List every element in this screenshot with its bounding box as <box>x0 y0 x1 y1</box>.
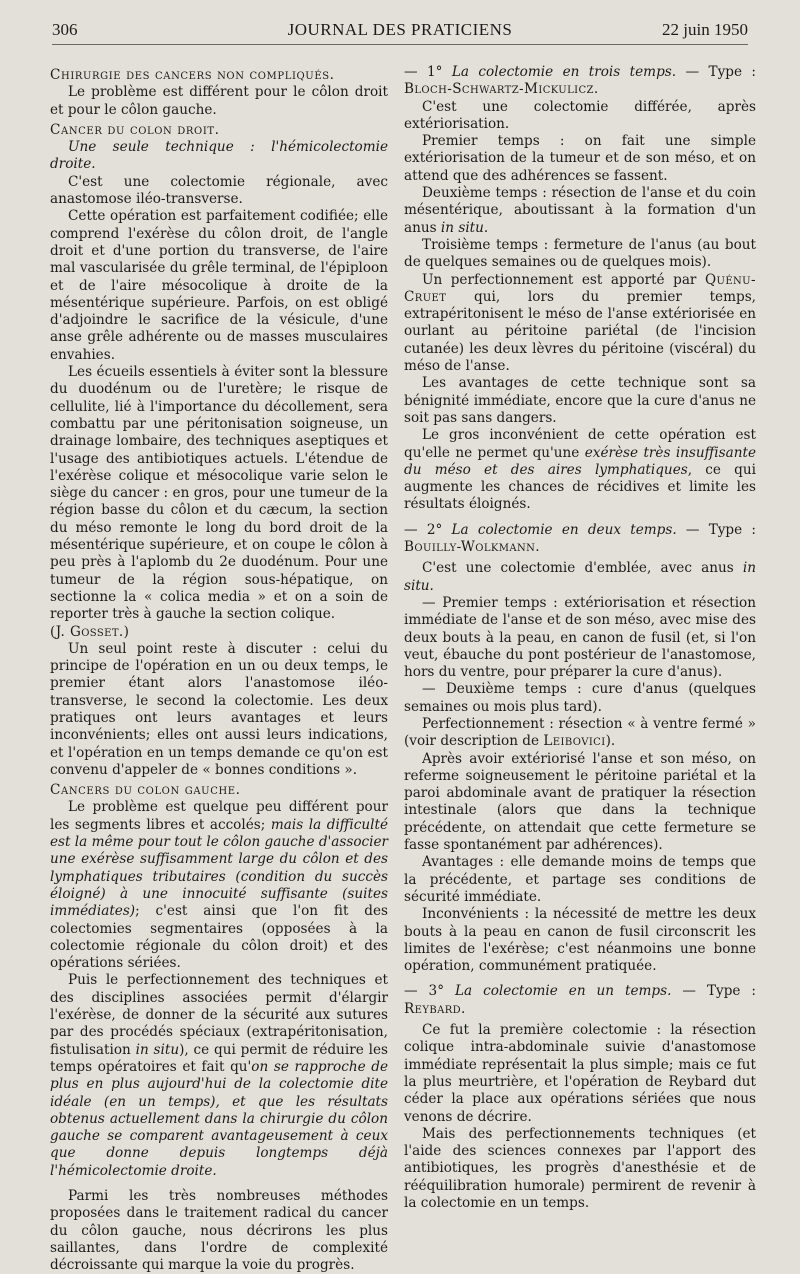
paragraph-text: ), ce qui permit de réduire les temps opératoires et fait qu' <box>50 1041 389 1075</box>
heading-type: — Type : <box>676 521 756 538</box>
paragraph: Cette opération est parfaitement codifiée; elle comprend l'exérèse du côlon droit, de l'angle droit et d'une portion du transverse, de l'aire mal vascularisée du grêle terminal, de l'épiploon et de l'aire mésocolique à droite de la mésentérique supérieure. Parfois, on est obligé d'adjoindre le sacrifice de la vésicule, d'une anse grêle adhérente ou de masses musculaires envahies. <box>50 208 388 363</box>
left-column <box>50 64 388 1274</box>
paragraph <box>404 272 756 376</box>
paragraph-text: Le gros inconvénient de cette opération est qu'elle ne permet qu'une <box>404 427 756 461</box>
paragraph-text: ). <box>605 733 616 750</box>
paragraph <box>404 560 756 595</box>
italic-text: on se rapproche de plus en plus aujourd'hui de la colectomie dite idéale (en un temps), et que les résultats obtenus actuellement dans la chirurgie du côlon gauche se comparent avantageusement à ceux que donne depuis longtemps déjà l'hémicolectomie droite. <box>50 1058 388 1179</box>
paragraph: Premier temps : on fait une simple extériorisation de la tumeur et de son méso, et on attend que des adhérences se fassent. <box>404 133 756 184</box>
italic-text: in situ. <box>404 560 756 594</box>
paragraph: C'est une colectomie différée, après extériorisation. <box>404 98 756 132</box>
paragraph-text: ; c'est ainsi que l'on fit des colectomies segmentaires (opposées à la colectomie régionale du côlon droit) et des opérations sériées. <box>50 903 388 972</box>
italic-text: Une seule technique : l'hémicolectomie droite. <box>50 139 388 173</box>
journal-title: JOURNAL DES PRATICIENS <box>287 20 513 39</box>
paragraph-text: Puis le perfectionnement des techniques et des disciplines associées permit d'élargir l'exérèse, de donner de la sécurité aux sutures par des procédés spéciaux (extrapéritonisation, fistulisation <box>50 972 388 1058</box>
heading-author: Bouilly-Wolkmann. <box>404 539 541 556</box>
heading-number: — 2° <box>404 521 452 538</box>
paragraph: Troisième temps : fermeture de l'anus (au bout de quelques semaines ou de quelques mois). <box>404 236 756 271</box>
paragraph <box>404 427 756 513</box>
heading-author: Bloch-Schwartz-Mickulicz. <box>404 81 599 98</box>
paragraph <box>50 799 388 972</box>
paragraph-text: Deuxième temps : résection de l'anse et du coin mésentérique, aboutissant à la formation d'un anus <box>404 185 756 236</box>
page-number: 306 <box>52 20 78 39</box>
italic-text: in situ <box>135 1041 180 1058</box>
section-heading: Cancers du colon gauche. <box>50 782 241 799</box>
paragraph: Avantages : elle demande moins de temps que la précédente, et partage ses conditions de sécurité immédiate. <box>404 854 756 905</box>
italic-text: exérèse très insuffisante du méso et des aires lymphatiques <box>404 444 756 478</box>
issue-date: 22 juin 1950 <box>662 20 748 39</box>
subsection-heading <box>404 522 756 557</box>
author-name: Leibovici <box>543 733 606 750</box>
paragraph <box>50 139 388 174</box>
paragraph: Le problème est différent pour le côlon droit et pour le côlon gauche. <box>50 84 388 118</box>
right-column <box>404 64 756 1212</box>
paragraph <box>404 185 756 237</box>
section-heading: Cancer du colon droit. <box>50 121 220 138</box>
paragraph-text: Un perfectionnement est apporté par <box>422 271 705 288</box>
subsection-heading <box>404 64 756 99</box>
heading-author: Reybard. <box>404 1000 466 1017</box>
heading-title: La colectomie en un temps. <box>454 983 672 1000</box>
heading-number: — 3° <box>404 983 455 1000</box>
heading-type: — Type : <box>671 983 757 1000</box>
paragraph-text: C'est une colectomie d'emblée, avec anus <box>422 560 743 577</box>
paragraph: Après avoir extériorisé l'anse et son méso, on referme soigneusement le péritoine pariétal et la paroi abdominale avant de pratiquer la résection intestinale (alors que dans la technique précédente, on attendait que cette fermeture se fasse spontanément par adhérences). <box>404 750 756 854</box>
paragraph: Ce fut la première colectomie : la résection colique intra-abdominale suivie d'anastomose immédiate représentait la plus simple; mais ce fut la plus meurtrière, et l'opération de Reybard dut céder la place aux opérations sériées que nous venons de décrire. <box>404 1022 756 1125</box>
author-name: Quénu-Cruet <box>404 271 756 305</box>
paragraph: C'est une colectomie régionale, avec anastomose iléo-transverse. <box>50 173 388 208</box>
subsection-heading <box>404 983 756 1018</box>
heading-title: La colectomie en deux temps. <box>451 521 677 538</box>
header-rule <box>52 44 748 45</box>
paragraph-text: , ce qui augmente les chances de récidives et limite les résultats éloignés. <box>404 461 756 513</box>
paragraph <box>50 972 388 1180</box>
paragraph: — Deuxième temps : cure d'anus (quelques semaines ou mois plus tard). <box>404 681 756 715</box>
paragraph: Parmi les très nombreuses méthodes proposées dans le traitement radical du cancer du côlon gauche, nous décrirons les plus saillantes, dans l'ordre de complexité décroissante qui marque la voie du progrès. <box>50 1188 388 1274</box>
heading-number: — 1° <box>404 64 452 80</box>
section-heading: Chirurgie des cancers non compliqués. <box>50 67 335 83</box>
paragraph-text: Les écueils essentiels à éviter sont la blessure du duodénum ou de l'uretère; le risque de cellulite, lié à l'importance du décollement, sera combattu par une péritonisation soigneuse, un drainage lombaire, des techniques aseptiques et l'usage des antibiotiques actuels. L'étendue de l'exérèse colique et mésocolique varie selon le siège du cancer : en gros, pour une tumeur de la région basse du côlon et du cæcum, la section du méso remonte le long du bord droit de la mésentérique supérieure, et on coupe le côlon à peu près à l'aplomb du 2e duodénum. Pour une tumeur de la région sous-hépatique, on sectionne la « colica media » et on a soin de reporter très à gauche la section colique. <box>50 364 388 623</box>
paragraph: Mais des perfectionnements techniques (et l'aide des sciences connexes par l'apport des antibiotiques, les progrès d'anesthésie et de rééquilibration humorale) permirent de revenir à la colectomie en un temps. <box>404 1125 756 1211</box>
italic-text: mais la difficulté est la même pour tout le côlon gauche d'associer une exérèse suffisamment large du côlon et des lymphatiques tributaires (condition du succès éloigné) à une innocuité suffisante (suites immédiates) <box>50 816 389 920</box>
heading-title: La colectomie en trois temps. <box>451 64 677 80</box>
heading-type: — Type : <box>676 64 756 80</box>
running-header <box>52 20 748 44</box>
paragraph: — Premier temps : extériorisation et résection immédiate de l'anse et de son méso, avec mise des deux bouts à la peau, en canon de fusil (et, si l'on veut, ébauche du pont postérieur de l'anastomose, hors du ventre, pour préparer la cure d'anus). <box>404 594 756 681</box>
paragraph-text: qui, lors du premier temps, extrapéritonisent le méso de l'anse extériorisée en ourlant au péritoine pariétal (de l'incision cutanée) les deux lèvres du péritoine (viscéral) du méso de l'anse. <box>404 288 756 375</box>
paragraph-text: Perfectionnement : résection « à ventre fermé » (voir description de <box>404 715 756 750</box>
paragraph <box>404 716 756 751</box>
author-reference: (J. Gosset.) <box>50 623 130 640</box>
paragraph: Un seul point reste à discuter : celui du principe de l'opération en un ou deux temps, le premier étant alors l'anastomose iléo-transverse, le second la colectomie. Les deux pratiques ont leurs avantages et leurs inconvénients; elles ont aussi leurs indications, et l'opération en un temps demande ce qu'on est convenu d'appeler de « bonnes conditions ». <box>50 640 388 778</box>
paragraph: Les avantages de cette technique sont sa bénignité immédiate, encore que la cure d'anus ne soit pas sans dangers. <box>404 375 756 426</box>
paragraph: Inconvénients : la nécessité de mettre les deux bouts à la peau en canon de fusil circonscrit les limites de l'exérèse; c'est néanmoins une bonne opération, communément pratiquée. <box>404 906 756 975</box>
paragraph <box>50 364 388 641</box>
italic-text: in situ. <box>440 219 489 236</box>
paragraph-text: Le problème est quelque peu différent pour les segments libres et accolés; <box>50 799 388 833</box>
